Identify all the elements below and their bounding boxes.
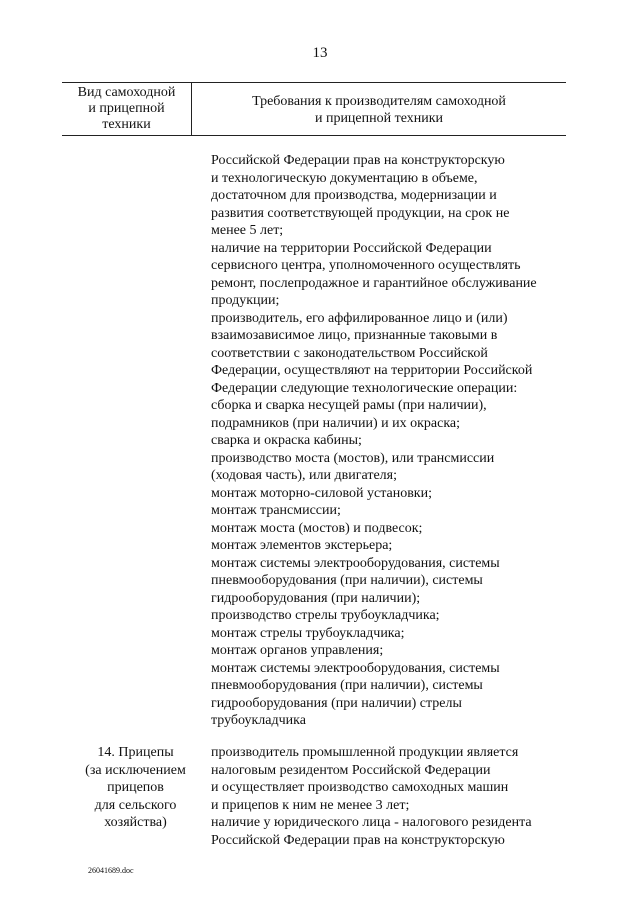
text-line: взаимозависимое лицо, признанные таковыми в [211,328,498,343]
text-line: производитель, его аффилированное лицо и (или) [211,310,508,326]
text-line: монтаж стрелы трубоукладчика; [211,625,405,641]
text-line: (ходовая часть), или двигателя; [211,468,397,483]
text-line: подрамников (при наличии) и их окраска; [211,415,461,431]
column-header-vehicle-type [62,85,191,133]
text-line: продукции; [211,293,280,308]
text-line: и технологическую документацию в объеме, [211,170,478,186]
text-line: гидрооборудования (при наличии) стрелы [211,695,462,711]
text-line: монтаж системы электрооборудования, системы [211,660,500,676]
header-text-line: техники [102,117,151,132]
text-line: наличие на территории Российской Федерации [211,240,492,256]
text-line: монтаж трансмиссии; [211,503,341,518]
text-line: производитель промышленной продукции является [211,745,519,760]
text-line: менее 5 лет; [211,223,284,238]
text-line: Федерации следующие технологические операции: [211,380,518,396]
requirements-continuation [211,152,571,730]
text-line: гидрооборудования (при наличии); [211,590,421,606]
text-line: хозяйства) [104,815,167,830]
header-text-line: и прицепной [88,101,165,116]
text-line: прицепов [107,780,164,795]
text-line: сборка и сварка несущей рамы (при наличии), [211,398,487,413]
text-line: монтаж моторно-силовой установки; [211,485,432,501]
text-line: развития соответствующей продукции, на срок не [211,205,510,221]
header-text-line: и прицепной техники [314,111,444,126]
text-line: монтаж элементов экстерьера; [211,538,393,553]
text-line: монтаж органов управления; [211,643,384,658]
text-line: Российской Федерации прав на конструкторскую [211,832,505,848]
column-header-requirements [192,93,566,127]
text-line: достаточном для производства, модернизации и [211,188,497,203]
text-line: пневмооборудования (при наличии), системы [211,678,483,693]
text-line: Федерации, осуществляют на территории Российской [211,363,533,378]
text-line: и прицепов к ним не менее 3 лет; [211,797,410,813]
text-line: наличие у юридического лица - налогового резидента [211,815,532,830]
header-text-line: Вид самоходной [77,85,176,100]
text-line: сервисного центра, уполномоченного осуществлять [211,258,521,273]
text-line: монтаж системы электрооборудования, системы [211,555,500,571]
text-line: пневмооборудования (при наличии), системы [211,573,483,588]
text-line: 14. Прицепы [97,745,174,760]
text-line: производство моста (мостов), или трансмиссии [211,450,495,466]
text-line: Российской Федерации прав на конструкторскую [211,153,505,168]
text-line: производство стрелы трубоукладчика; [211,608,440,623]
text-line: ремонт, послепродажное и гарантийное обслуживание [211,275,537,291]
text-line: сварка и окраска кабины; [211,433,362,448]
text-line: трубоукладчика [211,713,306,728]
text-line: и осуществляет производство самоходных машин [211,780,509,795]
row-14-vehicle-type [68,744,203,832]
page-number: 13 [312,45,328,61]
row-14-requirements [211,744,571,849]
document-filename: 26041689.doc [88,866,134,875]
text-line: соответствии с законодательством Российской [211,345,488,361]
text-line: (за исключением [85,762,186,778]
text-line: налоговым резидентом Российской Федерации [211,762,491,778]
text-line: монтаж моста (мостов) и подвесок; [211,520,423,536]
header-text-line: Требования к производителям самоходной [252,94,506,109]
table-header [62,82,566,136]
text-line: для сельского [94,797,177,813]
